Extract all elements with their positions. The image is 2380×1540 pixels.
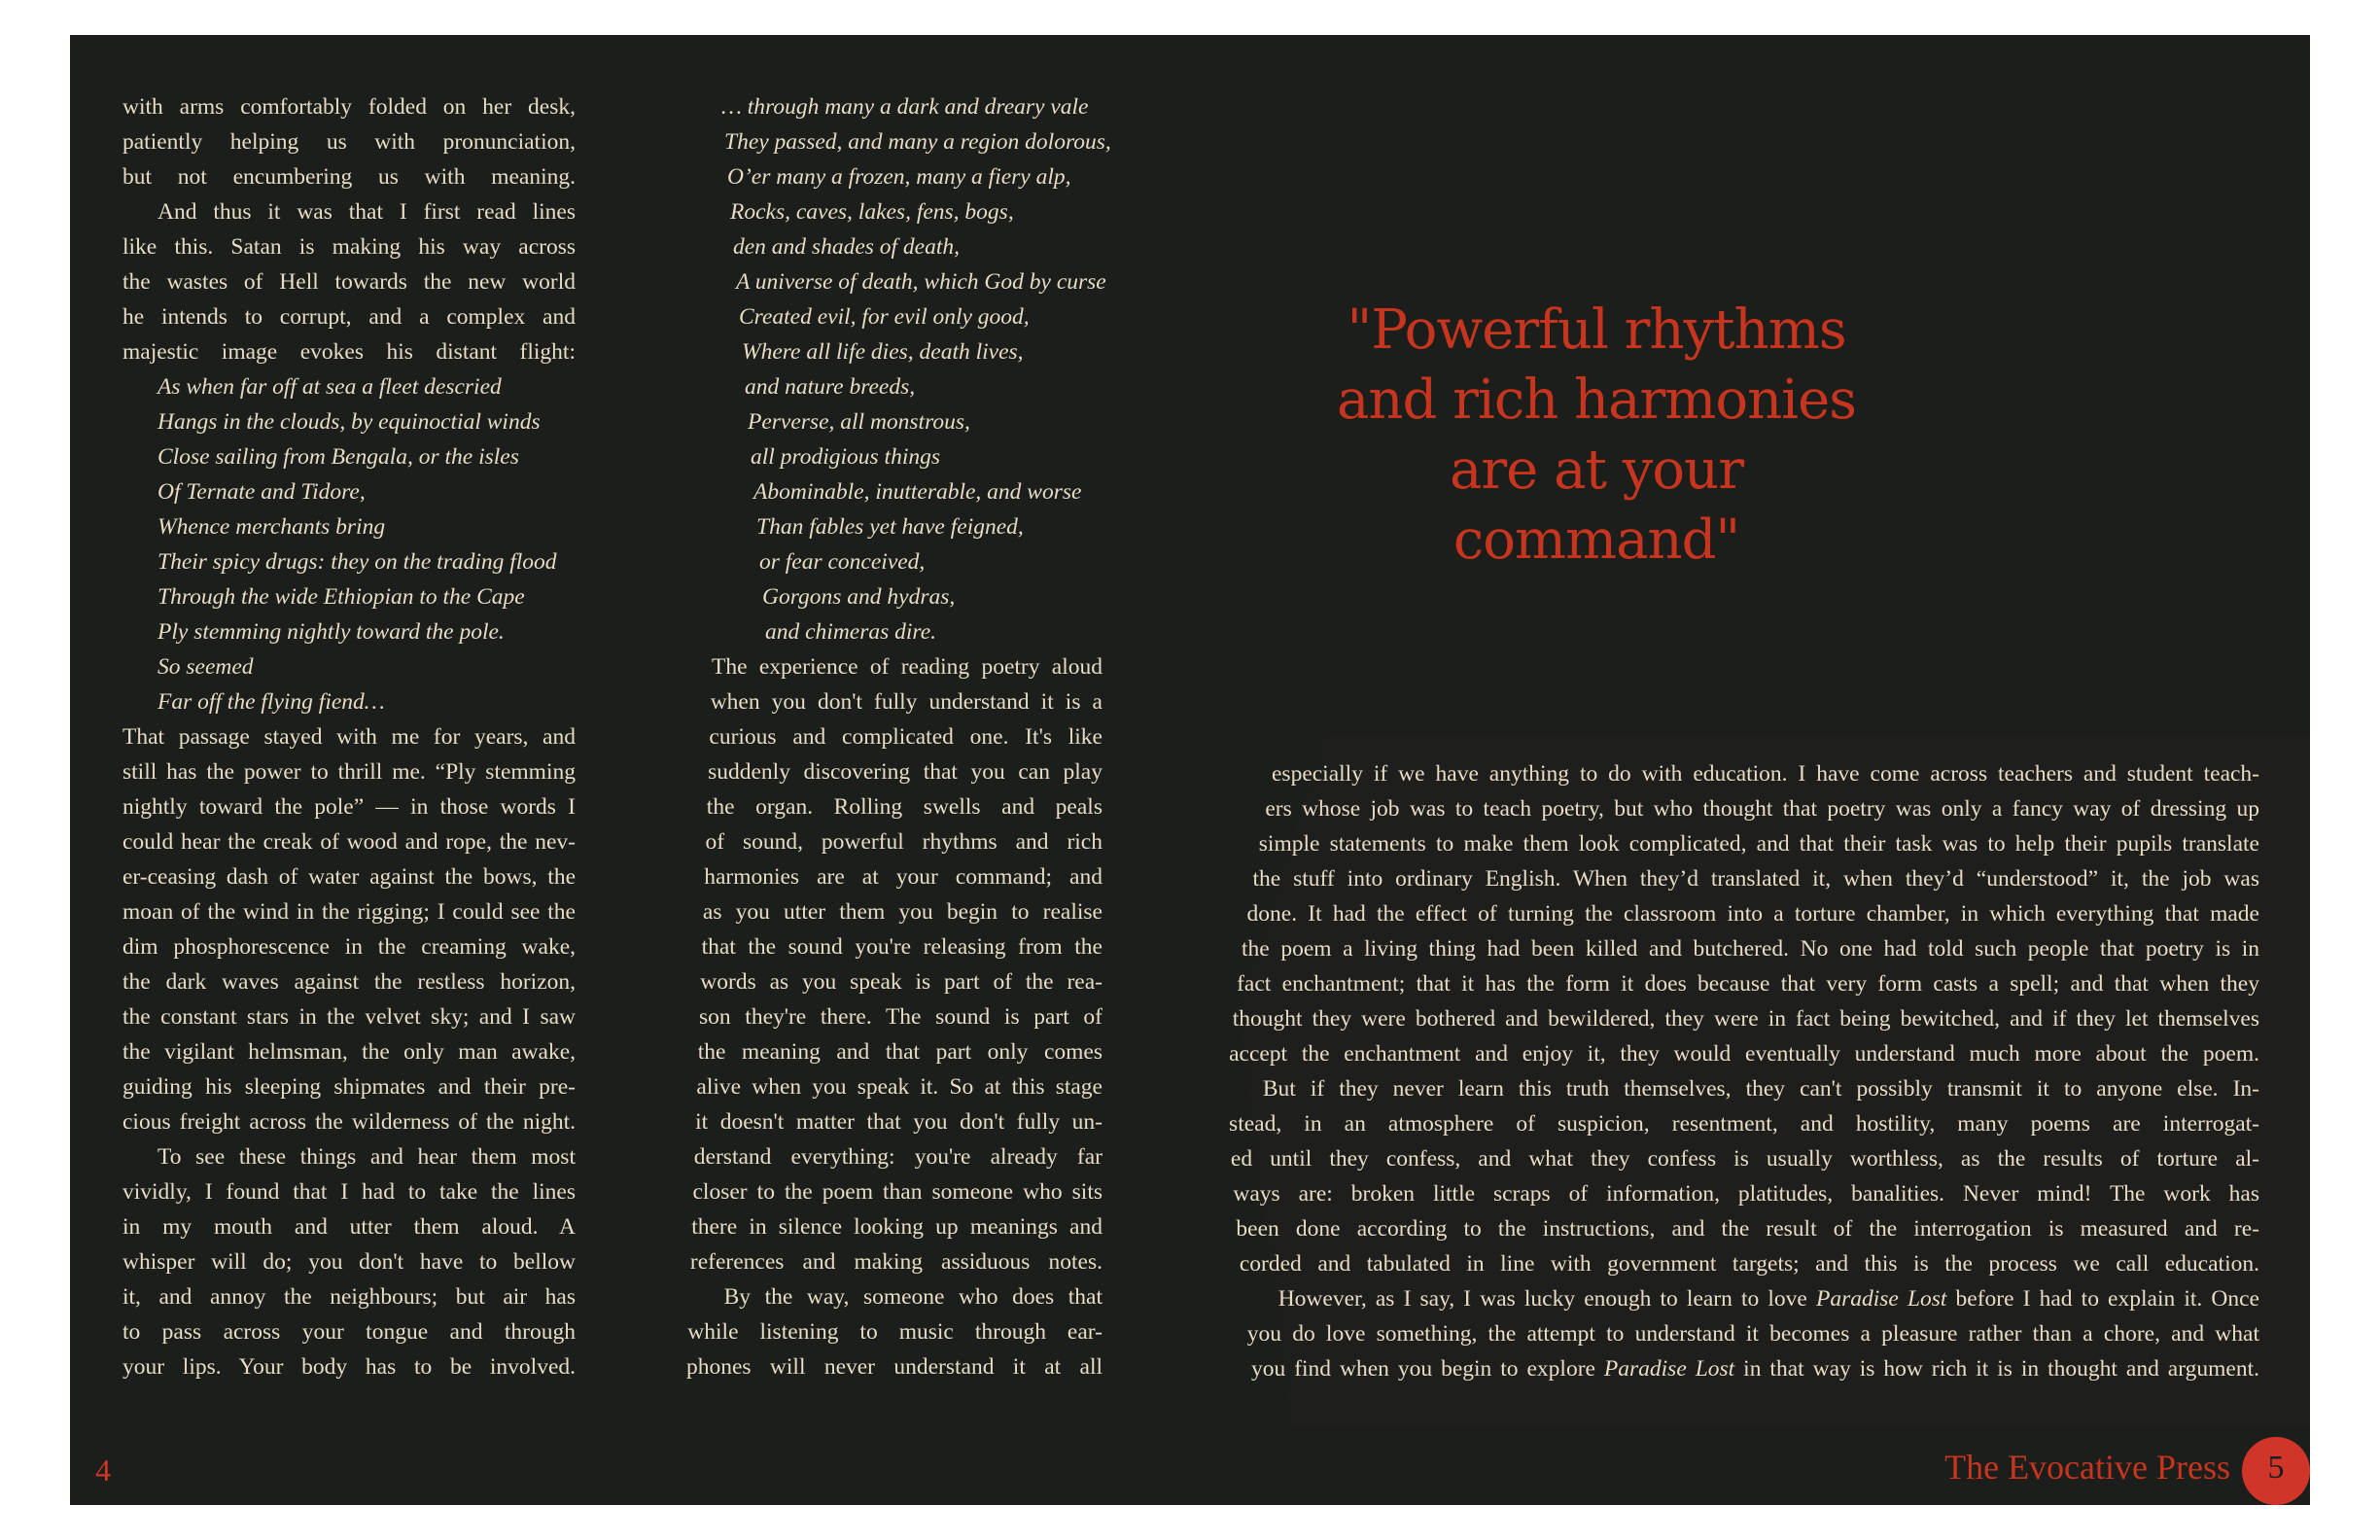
pull-quote-line: are at your xyxy=(1450,438,1743,502)
text-line: but not encumbering us with meaning. xyxy=(122,164,576,190)
text-line: nightly toward the pole” — in those words I xyxy=(122,794,576,820)
text-line: patiently helping us with pronunciation, xyxy=(122,129,576,155)
text-line: guiding his sleeping shipmates and their pre- xyxy=(122,1074,576,1100)
text-line: the poem a living thing had been killed and butchered. No one had told such people that poetry is in xyxy=(1242,936,2259,962)
verse-line: Of Ternate and Tidore, xyxy=(158,479,366,505)
verse-line: Their spicy drugs: they on the trading flood xyxy=(158,549,557,575)
text-line: And thus it was that I first read lines xyxy=(158,199,576,225)
text-line: harmonies are at your command; and xyxy=(704,864,1102,890)
text-line: That passage stayed with me for years, and xyxy=(122,724,576,750)
text-line: he intends to corrupt, and a complex and xyxy=(122,304,576,330)
text-line: The experience of reading poetry aloud xyxy=(712,654,1102,680)
verse-line: Than fables yet have feigned, xyxy=(756,514,1024,540)
verse-line: and nature breeds, xyxy=(745,374,916,400)
text-line: By the way, someone who does that xyxy=(723,1284,1102,1310)
text-line: there in silence looking up meanings and xyxy=(691,1214,1102,1240)
verse-line: Perverse, all monstrous, xyxy=(748,409,970,435)
text-line: you do love something, the attempt to understand it becomes a pleasure rather than a chore, and what xyxy=(1246,1321,2259,1347)
verse-line: Abominable, inutterable, and worse xyxy=(753,479,1082,505)
text-line: simple statements to make them look complicated, and that their task was to help their pupils translate xyxy=(1258,831,2259,857)
text-line: of sound, powerful rhythms and rich xyxy=(705,829,1102,855)
text-line: dim phosphorescence in the creaming wake, xyxy=(122,934,576,960)
text-line: with arms comfortably folded on her desk, xyxy=(122,94,576,120)
text-line: ers whose job was to teach poetry, but who thought that poetry was only a fancy way of dressing up xyxy=(1265,796,2259,822)
text-line: the vigilant helmsman, the only man awake, xyxy=(122,1039,576,1065)
text-line: the constant stars in the velvet sky; and I saw xyxy=(122,1004,576,1030)
page-number-left: 4 xyxy=(95,1452,111,1488)
text-line: in my mouth and utter them aloud. A xyxy=(122,1214,576,1240)
pull-quote xyxy=(1246,296,1946,576)
verse-line: Close sailing from Bengala, or the isles xyxy=(158,444,519,470)
verse-line: Ply stemming nightly toward the pole. xyxy=(158,619,505,645)
text-line: your lips. Your body has to be involved. xyxy=(122,1354,576,1380)
verse-line: Created evil, for evil only good, xyxy=(739,304,1030,330)
text-line: cious freight across the wilderness of the night. xyxy=(122,1109,576,1135)
magazine-spread xyxy=(70,35,2310,1505)
pull-quote-line: command" xyxy=(1452,508,1740,572)
book-title: Paradise Lost xyxy=(1603,1356,1735,1382)
text-line: derstand everything: you're already far xyxy=(693,1144,1102,1170)
text-line: when you don't fully understand it is a xyxy=(710,689,1102,715)
text-line: accept the enchantment and enjoy it, they would eventually understand much more about the poem. xyxy=(1229,1041,2259,1067)
text-line: the organ. Rolling swells and peals xyxy=(706,794,1102,820)
text-line: words as you speak is part of the rea- xyxy=(700,969,1102,995)
verse-line: Whence merchants bring xyxy=(158,514,386,540)
verse-line: Gorgons and hydras, xyxy=(762,584,956,610)
text-line: fact enchantment; that it has the form it does because that very form casts a spell; and that when they xyxy=(1237,971,2259,997)
text-line: vividly, I found that I had to take the lines xyxy=(122,1179,576,1205)
text-line: the meaning and that part only comes xyxy=(697,1039,1102,1065)
verse-line: or fear conceived, xyxy=(759,549,926,575)
text-line: you find when you begin to explore Paradise Lost in that way is how rich it is in thought and argument. xyxy=(1251,1356,2259,1382)
verse-line: As when far off at sea a fleet descried xyxy=(158,374,502,400)
verse-line: den and shades of death, xyxy=(733,234,961,260)
text-line: closer to the poem than someone who sits xyxy=(692,1179,1102,1205)
text-line: er-ceasing dash of water against the bows, the xyxy=(122,864,576,890)
verse-line: So seemed xyxy=(158,654,254,680)
text-line: ways are: broken little scraps of information, platitudes, banalities. Never mind! The work has xyxy=(1233,1181,2259,1207)
text-line: been done according to the instructions, and the result of the interrogation is measured and re- xyxy=(1236,1216,2259,1242)
text-line: thought they were bothered and bewildered, they were in fact being bewitched, and if they let themselves xyxy=(1232,1006,2259,1032)
text-line: But if they never learn this truth themselves, they can't possibly transmit it to anyone else. In- xyxy=(1262,1076,2259,1102)
text-line: suddenly discovering that you can play xyxy=(708,759,1102,785)
verse-line: Where all life dies, death lives, xyxy=(742,339,1024,365)
text-line: curious and complicated one. It's like xyxy=(709,724,1102,750)
text-line: it doesn't matter that you don't fully un- xyxy=(695,1109,1102,1135)
text-line: the stuff into ordinary English. When they’d translated it, when they’d “understood” it, the job was xyxy=(1252,866,2259,892)
text-line: could hear the creak of wood and rope, the nev- xyxy=(122,829,576,855)
page-number-right: 5 xyxy=(2267,1450,2285,1486)
pull-quote-line: and rich harmonies xyxy=(1337,368,1856,432)
text-line: like this. Satan is making his way across xyxy=(122,234,576,260)
text-line: stead, in an atmosphere of suspicion, resentment, and hostility, many poems are interrogat- xyxy=(1229,1111,2259,1137)
text-line: while listening to music through ear- xyxy=(687,1319,1102,1345)
text-line: whisper will do; you don't have to bellow xyxy=(122,1249,576,1275)
text-line: especially if we have anything to do with education. I have come across teachers and student teach- xyxy=(1272,761,2259,787)
text-line: that the sound you're releasing from the xyxy=(701,934,1102,960)
verse-line: Through the wide Ethiopian to the Cape xyxy=(158,584,525,610)
text-line: corded and tabulated in line with government targets; and this is the process we call education. xyxy=(1239,1251,2259,1277)
text-line: as you utter them you begin to realise xyxy=(702,899,1102,925)
text-line: alive when you speak it. So at this stage xyxy=(696,1074,1102,1100)
text-line: references and making assiduous notes. xyxy=(689,1249,1102,1275)
verse-line: Hangs in the clouds, by equinoctial winds xyxy=(158,409,541,435)
text-line: ed until they confess, and what they confess is usually worthless, as the results of torture al- xyxy=(1230,1146,2259,1172)
text-line: However, as I say, I was lucky enough to learn to love Paradise Lost before I had to explain it. Once xyxy=(1278,1286,2259,1312)
verse-line: … through many a dark and dreary vale xyxy=(721,94,1089,120)
text-line: it, and annoy the neighbours; but air has xyxy=(122,1284,576,1310)
text-line: the wastes of Hell towards the new world xyxy=(122,269,576,295)
text-line: still has the power to thrill me. “Ply stemming xyxy=(122,759,576,785)
book-title: Paradise Lost xyxy=(1815,1286,1947,1312)
text-line: to pass across your tongue and through xyxy=(122,1319,576,1345)
text-line: the dark waves against the restless horizon, xyxy=(122,969,576,995)
pull-quote-line: "Powerful rhythms xyxy=(1347,298,1846,362)
text-line: son they're there. The sound is part of xyxy=(699,1004,1102,1030)
verse-line: Rocks, caves, lakes, fens, bogs, xyxy=(730,199,1014,225)
page-number-badge xyxy=(2242,1437,2310,1505)
text-line: To see these things and hear them most xyxy=(158,1144,576,1170)
verse-line: O’er many a frozen, many a fiery alp, xyxy=(727,164,1071,190)
text-line: phones will never understand it at all xyxy=(686,1354,1102,1380)
text-line: majestic image evokes his distant flight: xyxy=(122,339,576,365)
text-line: done. It had the effect of turning the classroom into a torture chamber, in which everything that made xyxy=(1246,901,2259,927)
verse-line: and chimeras dire. xyxy=(765,619,937,645)
verse-line: They passed, and many a region dolorous, xyxy=(724,129,1111,155)
verse-line: A universe of death, which God by curse xyxy=(736,269,1106,295)
verse-line: all prodigious things xyxy=(751,444,940,470)
text-line: moan of the wind in the rigging; I could see the xyxy=(122,899,576,925)
verse-line: Far off the flying fiend… xyxy=(158,689,385,715)
publication-name: The Evocative Press xyxy=(1944,1448,2230,1487)
